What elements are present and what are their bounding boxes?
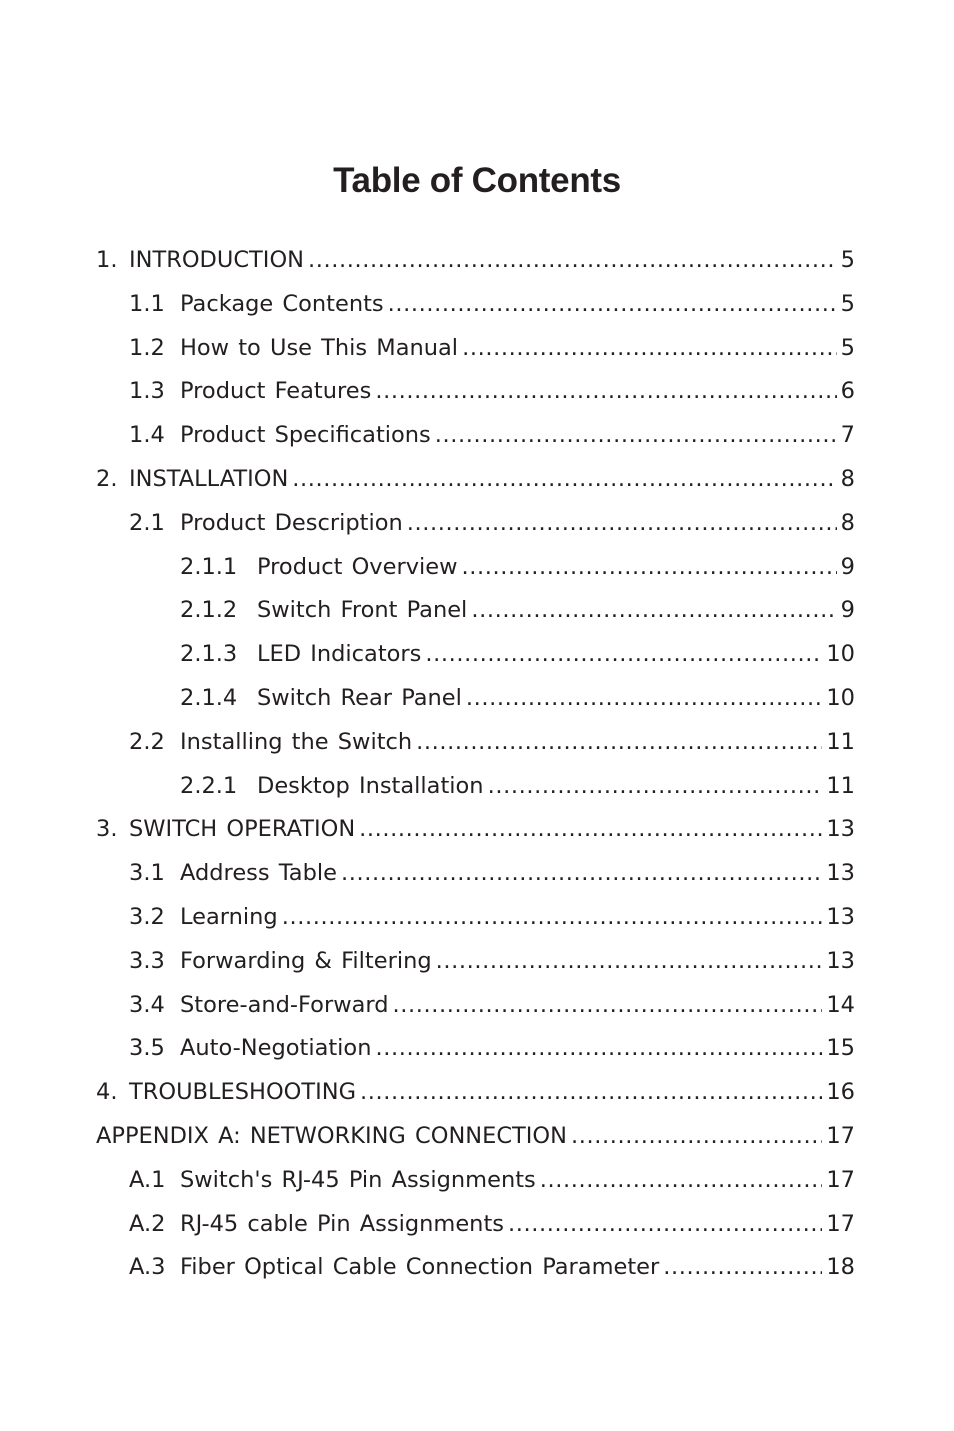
toc-entry-label: Product Specifications bbox=[180, 422, 431, 449]
toc-entry-label: How to Use This Manual bbox=[180, 334, 459, 361]
dot-leader bbox=[282, 896, 823, 940]
toc-entry-number: 3.3 bbox=[129, 947, 165, 974]
toc-entry[interactable] bbox=[96, 458, 855, 502]
dot-leader bbox=[466, 677, 822, 721]
dot-leader bbox=[663, 1246, 822, 1290]
dot-leader bbox=[308, 239, 837, 283]
toc-entry[interactable] bbox=[96, 765, 855, 809]
toc-entry-label: Desktop Installation bbox=[257, 772, 484, 799]
toc-entry-page-number: 13 bbox=[826, 816, 855, 843]
toc-entry-label: LED Indicators bbox=[257, 641, 422, 668]
dot-leader bbox=[393, 984, 823, 1028]
toc-entry-number: 2. bbox=[96, 465, 118, 492]
toc-entry-number: 4. bbox=[96, 1079, 118, 1106]
dot-leader bbox=[436, 940, 823, 984]
toc-entry-label: Forwarding & Filtering bbox=[180, 947, 432, 974]
toc-entry-page-number: 17 bbox=[826, 1166, 855, 1193]
toc-entry-page-number: 11 bbox=[826, 772, 855, 799]
toc-entry[interactable] bbox=[96, 370, 855, 414]
toc-entry[interactable] bbox=[96, 414, 855, 458]
dot-leader bbox=[388, 283, 837, 327]
toc-entry-label: INTRODUCTION bbox=[129, 247, 304, 273]
toc-entry[interactable] bbox=[96, 1071, 855, 1115]
toc-entry[interactable] bbox=[96, 1246, 855, 1290]
toc-entry-number: A.3 bbox=[129, 1254, 166, 1281]
dot-leader bbox=[292, 458, 836, 502]
toc-entry-page-number: 5 bbox=[840, 290, 855, 317]
toc-entry[interactable] bbox=[96, 633, 855, 677]
toc-entry-number: 1.4 bbox=[129, 422, 165, 449]
toc-entry-number: 2.1.2 bbox=[180, 597, 238, 624]
dot-leader bbox=[471, 589, 836, 633]
toc-entry[interactable] bbox=[96, 1203, 855, 1247]
toc-entry-number: 3.4 bbox=[129, 991, 165, 1018]
toc-entry-number: A.1 bbox=[129, 1166, 166, 1193]
dot-leader bbox=[407, 502, 837, 546]
toc-entry-label: Switch Rear Panel bbox=[257, 684, 462, 711]
toc-entry-label: Address Table bbox=[180, 860, 337, 887]
toc-entry-number: 1.3 bbox=[129, 378, 165, 405]
dot-leader bbox=[462, 546, 837, 590]
toc-entry[interactable] bbox=[96, 721, 855, 765]
toc-entry[interactable] bbox=[96, 283, 855, 327]
toc-entry[interactable] bbox=[96, 327, 855, 371]
toc-entry-page-number: 13 bbox=[826, 947, 855, 974]
toc-entry-label: Fiber Optical Cable Connection Parameter bbox=[180, 1254, 660, 1281]
toc-entry-page-number: 17 bbox=[826, 1210, 855, 1237]
toc-entry[interactable] bbox=[96, 808, 855, 852]
toc-entry-page-number: 16 bbox=[826, 1079, 855, 1106]
toc-entry[interactable] bbox=[96, 502, 855, 546]
toc-entry-label: Product Description bbox=[180, 509, 403, 536]
toc-entry-number: 1.1 bbox=[129, 290, 165, 317]
toc-entry[interactable] bbox=[96, 1115, 855, 1159]
page-title: Table of Contents bbox=[333, 161, 621, 201]
toc-entry-page-number: 8 bbox=[840, 465, 855, 492]
toc-entry-page-number: 8 bbox=[840, 509, 855, 536]
toc-entry-page-number: 7 bbox=[840, 422, 855, 449]
toc-entry[interactable] bbox=[96, 1159, 855, 1203]
toc-entry-label: Learning bbox=[180, 903, 278, 930]
toc-entry-page-number: 9 bbox=[840, 597, 855, 624]
toc-entry-label: APPENDIX A: NETWORKING CONNECTION bbox=[96, 1122, 567, 1149]
toc-entry-label: Installing the Switch bbox=[180, 728, 413, 755]
dot-leader bbox=[375, 370, 836, 414]
toc-entry-label: Switch Front Panel bbox=[257, 597, 468, 624]
toc-entry-page-number: 14 bbox=[826, 991, 855, 1018]
toc-entry[interactable] bbox=[96, 896, 855, 940]
toc-entry-label: Package Contents bbox=[180, 290, 384, 317]
dot-leader bbox=[360, 1071, 822, 1115]
toc-entry-label: Auto-Negotiation bbox=[180, 1035, 372, 1062]
toc-entry[interactable] bbox=[96, 589, 855, 633]
dot-leader bbox=[375, 1027, 822, 1071]
toc-entry[interactable] bbox=[96, 677, 855, 721]
dot-leader bbox=[425, 633, 822, 677]
toc-entry-label: INSTALLATION bbox=[129, 465, 289, 492]
toc-entry-page-number: 5 bbox=[840, 247, 855, 273]
toc-entry-number: 2.1 bbox=[129, 509, 165, 536]
toc-entry[interactable] bbox=[96, 546, 855, 590]
toc-entry-number: 2.2.1 bbox=[180, 772, 238, 799]
toc-entry-number: 2.1.4 bbox=[180, 684, 238, 711]
toc-entry-number: 1. bbox=[96, 247, 118, 273]
table-of-contents bbox=[96, 239, 855, 1290]
toc-entry-number: A.2 bbox=[129, 1210, 166, 1237]
dot-leader bbox=[416, 721, 822, 765]
dot-leader bbox=[488, 765, 823, 809]
toc-entry-page-number: 10 bbox=[826, 641, 855, 668]
toc-entry-label: Product Features bbox=[180, 378, 372, 405]
toc-entry-label: SWITCH OPERATION bbox=[129, 816, 356, 843]
toc-entry-page-number: 15 bbox=[826, 1035, 855, 1062]
toc-entry-page-number: 13 bbox=[826, 860, 855, 887]
toc-entry-number: 2.1.1 bbox=[180, 553, 238, 580]
dot-leader bbox=[571, 1115, 822, 1159]
toc-entry[interactable] bbox=[96, 984, 855, 1028]
toc-entry-number: 2.2 bbox=[129, 728, 165, 755]
toc-entry-label: RJ-45 cable Pin Assignments bbox=[180, 1210, 504, 1237]
toc-entry[interactable] bbox=[96, 1027, 855, 1071]
toc-entry-page-number: 13 bbox=[826, 903, 855, 930]
toc-entry-label: Store-and-Forward bbox=[180, 991, 389, 1018]
toc-entry[interactable] bbox=[96, 852, 855, 896]
toc-entry-page-number: 6 bbox=[840, 378, 855, 405]
toc-entry-page-number: 9 bbox=[840, 553, 855, 580]
dot-leader bbox=[540, 1159, 823, 1203]
toc-entry-page-number: 17 bbox=[826, 1122, 855, 1149]
toc-entry-page-number: 10 bbox=[826, 684, 855, 711]
toc-entry-label: Switch's RJ-45 Pin Assignments bbox=[180, 1166, 536, 1193]
toc-entry-number: 3.2 bbox=[129, 903, 165, 930]
toc-entry-page-number: 5 bbox=[840, 334, 855, 361]
toc-entry-number: 3.1 bbox=[129, 860, 165, 887]
toc-entry-page-number: 11 bbox=[826, 728, 855, 755]
toc-entry-number: 3.5 bbox=[129, 1035, 165, 1062]
toc-entry[interactable] bbox=[96, 940, 855, 984]
toc-entry[interactable] bbox=[96, 239, 855, 283]
toc-entry-label: TROUBLESHOOTING bbox=[129, 1079, 357, 1106]
toc-entry-number: 2.1.3 bbox=[180, 641, 238, 668]
dot-leader bbox=[508, 1203, 822, 1247]
dot-leader bbox=[462, 327, 837, 371]
dot-leader bbox=[359, 808, 822, 852]
toc-entry-number: 1.2 bbox=[129, 334, 165, 361]
dot-leader bbox=[435, 414, 837, 458]
dot-leader bbox=[341, 852, 822, 896]
toc-entry-number: 3. bbox=[96, 816, 118, 843]
toc-entry-label: Product Overview bbox=[257, 553, 458, 580]
toc-entry-page-number: 18 bbox=[826, 1254, 855, 1281]
